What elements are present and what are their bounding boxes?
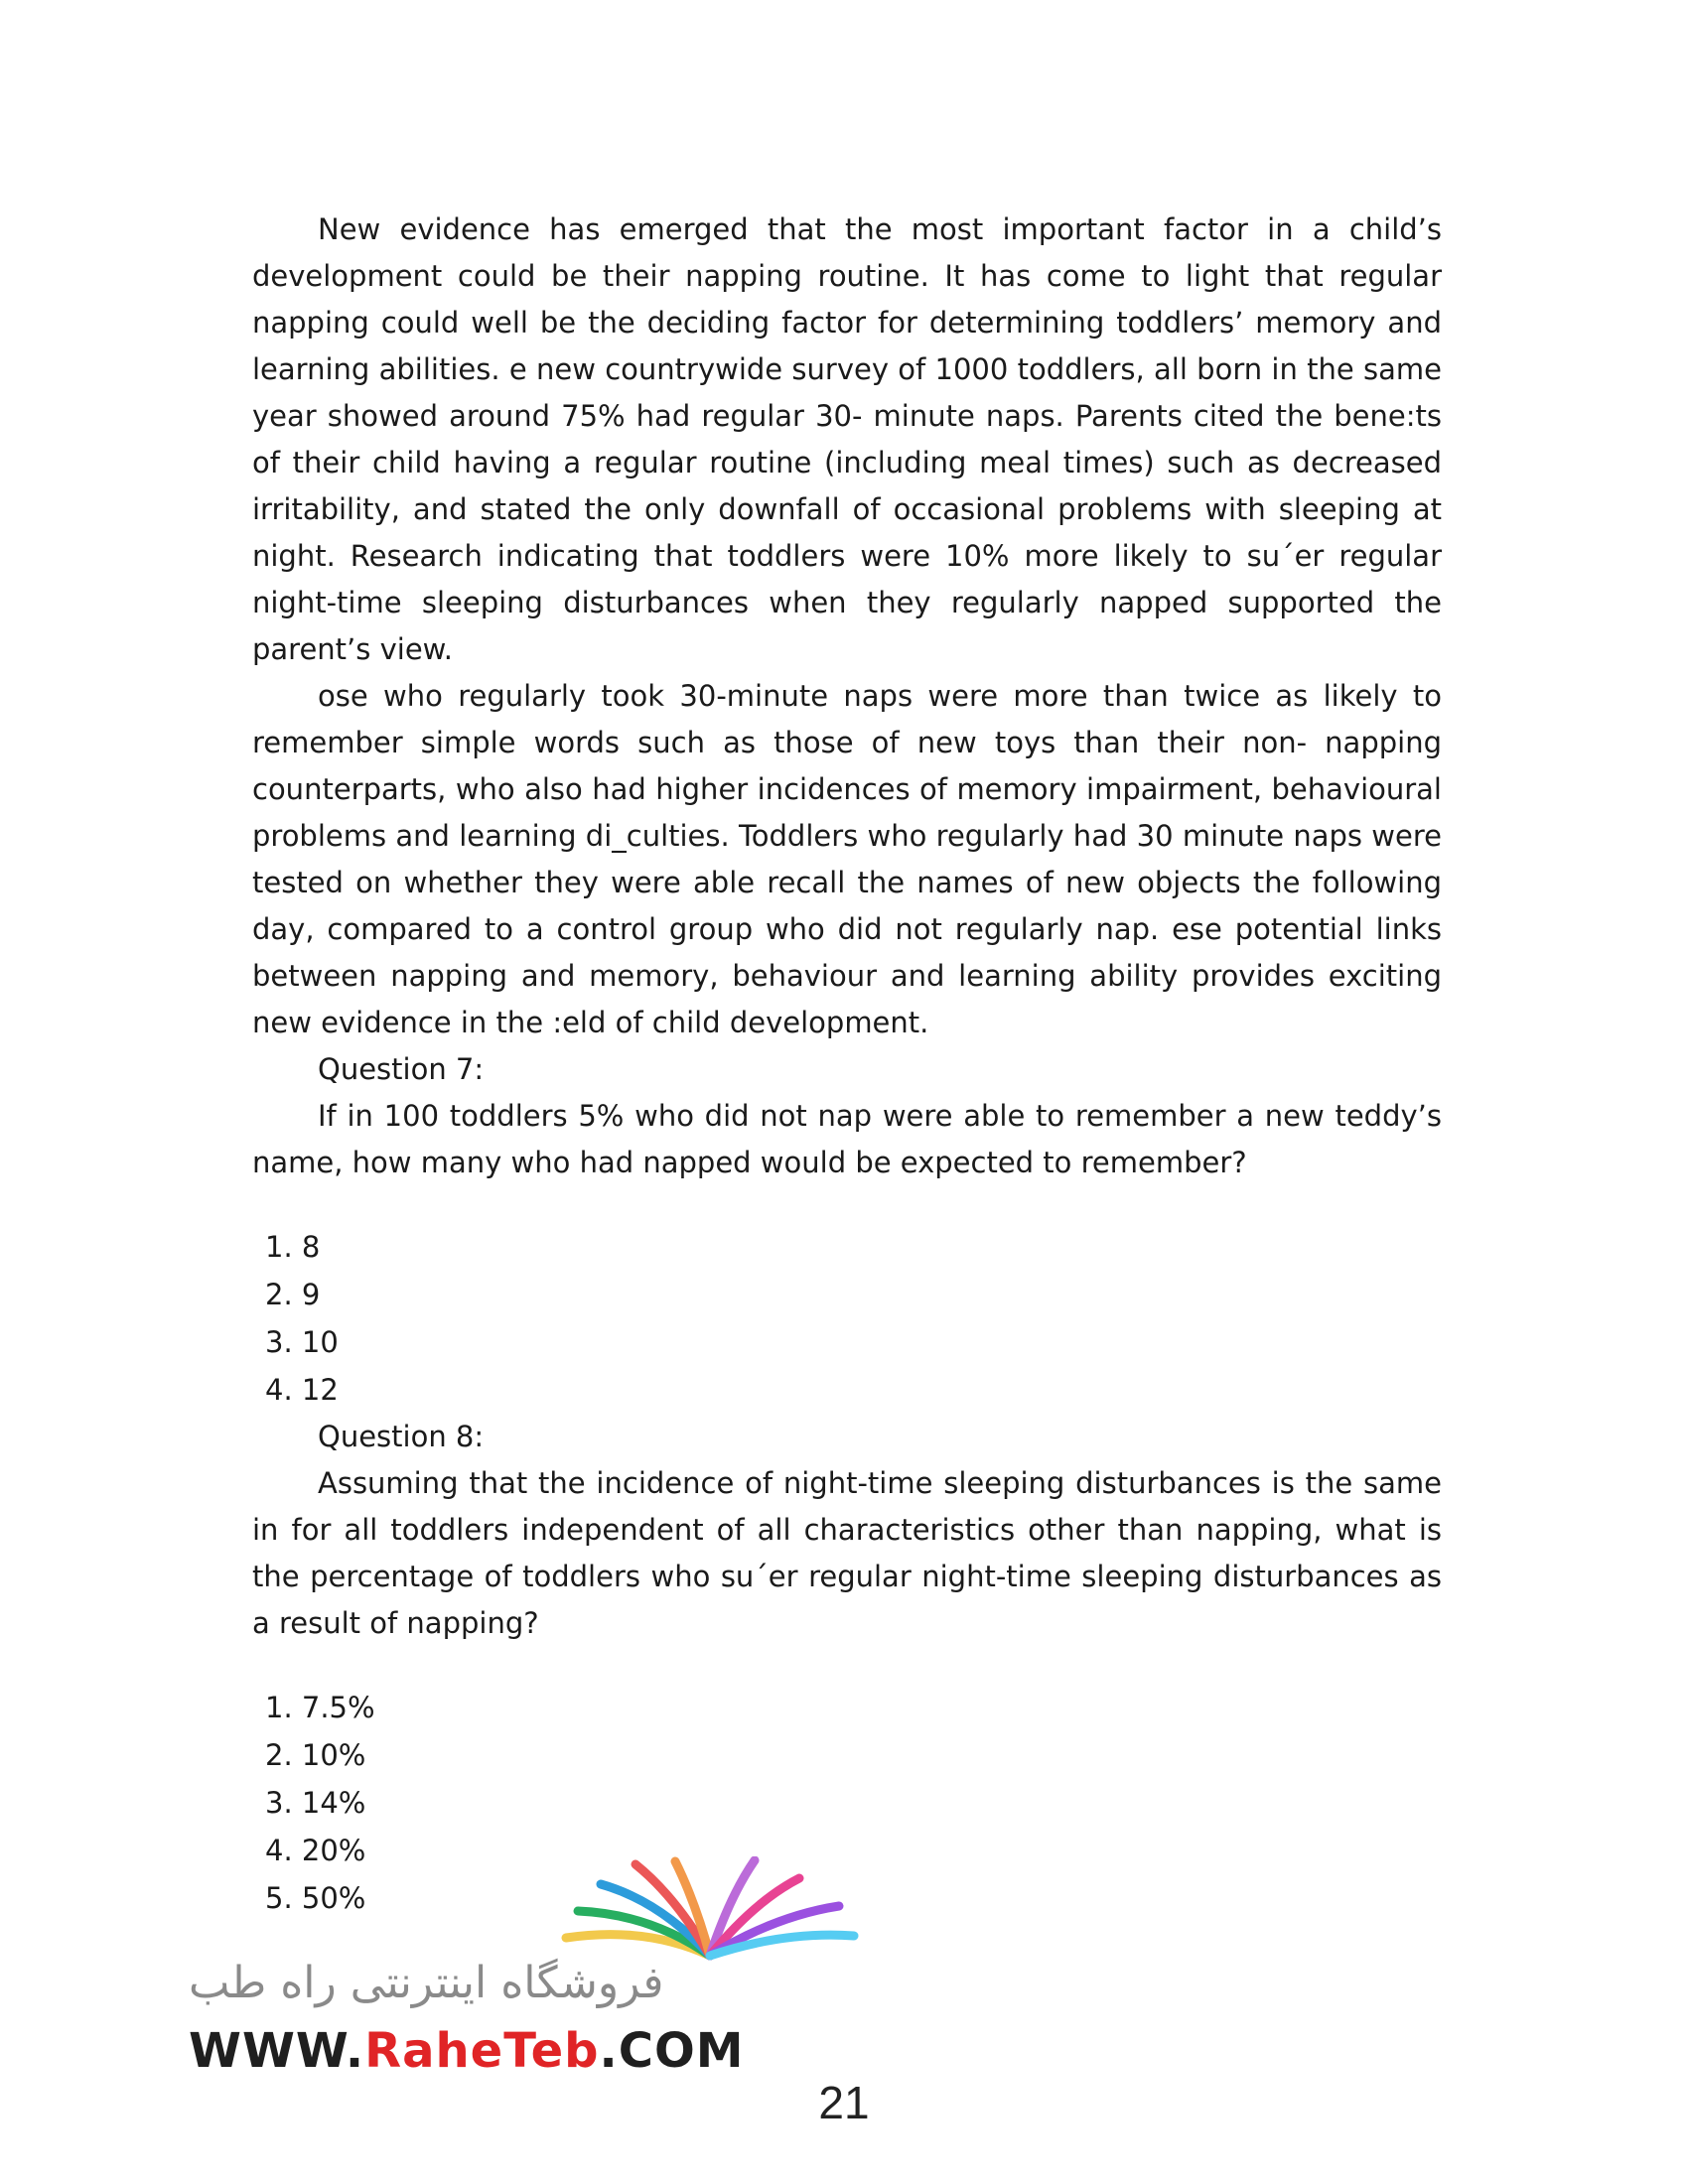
question-7-options <box>252 1223 1442 1414</box>
option-item: 4. 12 <box>265 1373 339 1407</box>
open-book-rainbow-icon <box>526 1856 894 1966</box>
paragraph-1: New evidence has emerged that the most important factor in a child’s development could be their napping routine. It has come to light that regular napping could well be the deciding factor for determining toddlers’ memory and learning abilities. e new countrywide survey of 1000 toddlers, all born in the same year showed around 75% had regular 30- minute naps. Parents cited the bene:ts of their child having a regular routine (including meal times) such as decreased irritability, and stated the only downfall of occasional problems with sleeping at night. Research indicating that toddlers were 10% more likely to su´er regular night-time sleeping disturbances when they regularly napped supported the parent’s view. <box>252 212 1442 666</box>
paragraph-2: ose who regularly took 30-minute naps were more than twice as likely to remember simple words such as those of new toys than their non- napping counterparts, who also had higher incidences of memory impairment, behavioural problems and learning di_culties. Toddlers who regularly had 30 minute naps were tested on whether they were able recall the names of new objects the following day, compared to a control group who did not regularly nap. ese potential links between napping and memory, behaviour and learning ability provides exciting new evidence in the :eld of child development. <box>252 679 1442 1039</box>
url-prefix: WWW. <box>189 2023 365 2079</box>
question-8-text: Assuming that the incidence of night-time sleeping disturbances is the same in for all toddlers independent of all characteristics other than napping, what is the percentage of toddlers who su´er regular night-time sleeping disturbances as a result of napping? <box>252 1466 1442 1640</box>
option-item: 4. 20% <box>265 1834 366 1867</box>
option-item: 2. 10% <box>265 1738 366 1772</box>
watermark-persian-text: فروشگاه اینترنتی راه طب <box>189 1958 664 2008</box>
option-item: 2. 9 <box>265 1278 321 1311</box>
option-item: 3. 10 <box>265 1325 339 1359</box>
watermark-url <box>189 2021 745 2081</box>
question-8-label: Question 8: <box>318 1420 485 1453</box>
question-7-text: If in 100 toddlers 5% who did not nap were able to remember a new teddy’s name, how many who had napped would be expected to remember? <box>252 1099 1442 1179</box>
url-suffix: .COM <box>599 2023 745 2079</box>
question-7-label: Question 7: <box>318 1052 485 1086</box>
option-item: 3. 14% <box>265 1786 366 1820</box>
option-item: 1. 8 <box>265 1230 321 1264</box>
page-number: 21 <box>818 2077 870 2128</box>
option-item: 5. 50% <box>265 1881 366 1915</box>
watermark-logo <box>189 1854 745 2083</box>
option-item: 1. 7.5% <box>265 1691 375 1724</box>
url-brand: RaheTeb <box>364 2023 600 2079</box>
page-content <box>252 206 1442 1922</box>
